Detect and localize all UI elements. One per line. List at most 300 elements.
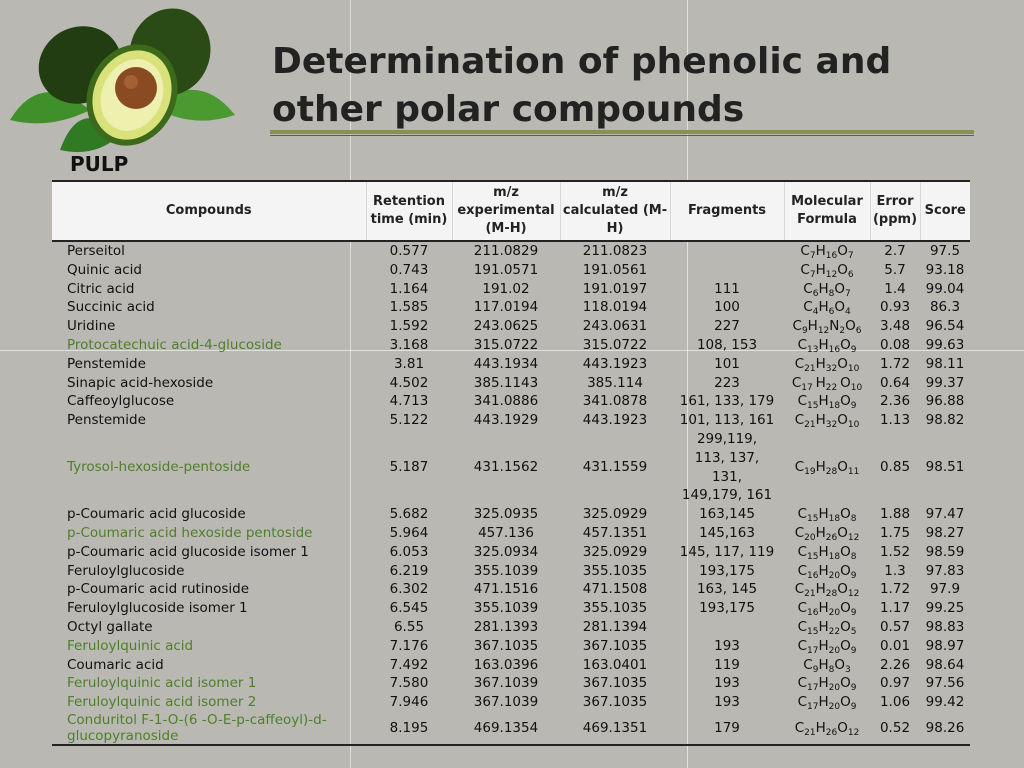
cell-fragments: 163,145 — [699, 506, 755, 523]
cell-molecular-formula — [784, 580, 870, 599]
cell-score: 99.37 — [925, 374, 965, 391]
formula-element: H — [815, 261, 826, 278]
formula-count: 6 — [828, 307, 835, 318]
cell-mz-experimental: 471.1516 — [473, 581, 539, 598]
cell-fragments: 179 — [670, 712, 784, 745]
table-row — [52, 562, 970, 581]
table-row — [52, 392, 970, 411]
formula-count: 17 — [807, 702, 819, 713]
cell-molecular-formula — [784, 374, 870, 393]
cell-mz-calculated: 385.114 — [587, 374, 643, 391]
cell-compound: p-Coumaric acid glucoside — [67, 506, 246, 523]
cell-molecular-formula — [784, 298, 870, 317]
formula-element: H — [818, 694, 829, 711]
cell-molecular-formula — [784, 241, 870, 261]
cell-molecular-formula — [784, 637, 870, 656]
formula-count: 28 — [825, 467, 838, 478]
cell-mz-calculated: 118.0194 — [582, 299, 648, 316]
cell-mz-experimental: 385.1143 — [473, 374, 539, 391]
cell-score: 97.9 — [929, 581, 961, 598]
cell-mz-experimental: 341.0886 — [473, 393, 539, 410]
cell-compound: Penstemide — [67, 412, 146, 429]
formula-count: 20 — [804, 532, 816, 543]
cell-mz-calculated: 469.1351 — [560, 712, 670, 745]
formula-element: H — [818, 506, 829, 523]
cell-score: 98.51 — [925, 459, 965, 476]
formula-element: H — [815, 719, 826, 736]
cell-compound: Penstemide — [67, 355, 146, 372]
avocado-image — [0, 0, 240, 160]
cell-fragments: 193,175 — [699, 600, 755, 617]
formula-element: O — [837, 459, 848, 476]
formula-count: 20 — [828, 645, 841, 656]
cell-error: 1.72 — [879, 355, 911, 372]
formula-element: O — [840, 336, 851, 353]
cell-compound: Perseitol — [67, 243, 125, 259]
cell-error: 1.72 — [879, 581, 911, 598]
formula-element: C — [791, 374, 802, 391]
formula-count: 15 — [807, 514, 819, 525]
cell-molecular-formula — [784, 336, 870, 355]
cell-score: 99.25 — [925, 600, 965, 617]
formula-count: 10 — [847, 363, 860, 374]
cell-molecular-formula — [784, 693, 870, 712]
formula-element: O — [840, 694, 851, 711]
cell-error: 0.52 — [870, 712, 920, 745]
formula-element: O — [840, 506, 851, 523]
header-error: Error (ppm) — [870, 181, 920, 241]
cell-compound: Coumaric acid — [67, 656, 164, 673]
cell-mz-calculated: 211.0823 — [582, 243, 648, 259]
cell-score: 98.64 — [925, 656, 965, 673]
formula-count: 16 — [807, 570, 819, 581]
formula-count: 9 — [850, 401, 857, 412]
cell-score: 98.82 — [925, 412, 965, 429]
formula-count: 12 — [817, 326, 830, 337]
table-row — [52, 599, 970, 618]
formula-count: 7 — [809, 269, 816, 280]
formula-element: O — [837, 243, 848, 259]
cell-mz-calculated: 243.0631 — [582, 318, 648, 335]
cell-retention-time: 6.053 — [389, 543, 429, 560]
formula-count: 12 — [847, 727, 860, 738]
cell-error: 2.36 — [879, 393, 911, 410]
formula-count: 17 — [807, 645, 819, 656]
cell-molecular-formula — [784, 280, 870, 299]
cell-mz-experimental: 355.1039 — [473, 600, 539, 617]
formula-count: 26 — [825, 532, 838, 543]
formula-element: O — [840, 675, 851, 692]
cell-mz-calculated: 443.1923 — [582, 412, 648, 429]
cell-mz-experimental: 243.0625 — [473, 318, 539, 335]
cell-fragments — [670, 618, 784, 637]
formula-count: 13 — [807, 344, 819, 355]
cell-molecular-formula — [784, 712, 870, 745]
table-row — [52, 298, 970, 317]
header-mz-experimental: m/z experimental (M-H) — [452, 181, 560, 241]
formula-element: H — [818, 656, 829, 673]
cell-retention-time: 1.164 — [389, 280, 429, 297]
section-label: PULP — [70, 152, 129, 176]
cell-fragments: 111 — [714, 280, 740, 297]
cell-error: 1.13 — [879, 412, 911, 429]
cell-error: 0.97 — [879, 675, 911, 692]
cell-compound: p-Coumaric acid hexoside pentoside — [67, 524, 313, 541]
cell-score: 99.63 — [925, 336, 965, 353]
formula-count: 8 — [828, 288, 835, 299]
cell-error: 2.7 — [884, 243, 906, 259]
cell-retention-time: 6.302 — [389, 581, 429, 598]
cell-fragments: 145,163 — [699, 524, 755, 541]
cell-fragments: 100 — [714, 299, 740, 316]
formula-element: C — [794, 524, 805, 541]
cell-fragments: 193,175 — [699, 562, 755, 579]
cell-mz-experimental: 315.0722 — [473, 336, 539, 353]
formula-element: O — [834, 656, 845, 673]
cell-molecular-formula — [784, 430, 870, 505]
cell-retention-time: 7.176 — [389, 637, 429, 654]
cell-retention-time: 5.122 — [389, 412, 429, 429]
formula-element: O — [834, 280, 845, 297]
formula-element: O — [837, 355, 848, 372]
formula-element: H — [818, 618, 829, 635]
cell-mz-experimental: 117.0194 — [473, 299, 539, 316]
cell-mz-experimental: 367.1035 — [473, 637, 539, 654]
formula-count: 22 — [828, 626, 841, 637]
cell-molecular-formula — [784, 618, 870, 637]
cell-score: 98.97 — [925, 637, 965, 654]
cell-mz-calculated: 471.1508 — [582, 581, 648, 598]
cell-score: 96.54 — [925, 318, 965, 335]
formula-count: 10 — [847, 420, 860, 431]
cell-score: 98.83 — [925, 618, 965, 635]
cell-error: 1.17 — [879, 600, 911, 617]
table-row — [52, 241, 970, 261]
formula-count: 15 — [807, 626, 819, 637]
cell-compound: Uridine — [67, 318, 116, 335]
formula-count: 20 — [828, 570, 841, 581]
cell-score: 97.5 — [929, 243, 961, 259]
cell-compound: p-Coumaric acid glucoside isomer 1 — [67, 543, 309, 560]
table-row — [52, 336, 970, 355]
formula-element: C — [803, 280, 813, 297]
formula-count: 9 — [812, 664, 819, 675]
cell-error: 0.85 — [879, 459, 911, 476]
cell-molecular-formula — [784, 656, 870, 675]
cell-molecular-formula — [784, 505, 870, 524]
cell-fragments: 108, 153 — [696, 336, 758, 353]
formula-count: 8 — [828, 664, 835, 675]
cell-mz-experimental: 443.1929 — [473, 412, 539, 429]
cell-error: 0.01 — [879, 637, 911, 654]
cell-retention-time: 8.195 — [366, 712, 452, 745]
formula-count: 9 — [801, 326, 808, 337]
formula-element: O — [837, 412, 848, 429]
formula-element: C — [794, 459, 805, 476]
formula-count: 16 — [807, 608, 819, 619]
formula-element: C — [794, 412, 805, 429]
cell-molecular-formula — [784, 355, 870, 374]
cell-molecular-formula — [784, 392, 870, 411]
cell-molecular-formula — [784, 599, 870, 618]
cell-mz-calculated: 355.1035 — [582, 562, 648, 579]
cell-mz-calculated: 457.1351 — [582, 524, 648, 541]
cell-mz-calculated: 281.1394 — [582, 618, 648, 635]
formula-count: 21 — [804, 420, 816, 431]
title-underline — [270, 130, 974, 134]
cell-fragments: 101 — [714, 355, 740, 372]
formula-element: C — [794, 581, 805, 598]
cell-fragments: 145, 117, 119 — [679, 543, 775, 560]
formula-count: 6 — [855, 326, 862, 337]
cell-error: 5.7 — [884, 261, 906, 278]
formula-count: 28 — [825, 589, 838, 600]
cell-molecular-formula — [784, 524, 870, 543]
cell-error: 0.57 — [879, 618, 911, 635]
cell-mz-calculated: 431.1559 — [582, 459, 648, 476]
table-row — [52, 712, 970, 745]
cell-mz-experimental: 443.1934 — [473, 355, 539, 372]
cell-retention-time: 7.946 — [389, 694, 429, 711]
cell-mz-experimental: 281.1393 — [473, 618, 539, 635]
cell-score: 99.04 — [925, 280, 965, 297]
formula-count: 11 — [847, 467, 860, 478]
formula-count: 9 — [850, 645, 857, 656]
formula-element: H — [818, 600, 829, 617]
formula-element: H — [815, 459, 826, 476]
cell-retention-time: 4.713 — [389, 393, 429, 410]
cell-error: 0.64 — [879, 374, 911, 391]
cell-mz-experimental: 431.1562 — [473, 459, 539, 476]
formula-element: C — [797, 543, 807, 560]
cell-mz-calculated: 367.1035 — [582, 675, 648, 692]
table-row — [52, 674, 970, 693]
cell-mz-calculated: 315.0722 — [582, 336, 648, 353]
cell-retention-time: 5.964 — [389, 524, 429, 541]
cell-retention-time: 6.55 — [393, 618, 425, 635]
cell-score: 97.83 — [925, 562, 965, 579]
formula-count: 19 — [804, 467, 816, 478]
cell-retention-time: 3.81 — [393, 355, 425, 372]
cell-molecular-formula — [784, 674, 870, 693]
cell-compound: Conduritol F-1-O-(6 -O-E-p-caffeoyl)-d-glucopyranoside — [52, 712, 366, 745]
formula-element: O — [837, 261, 848, 278]
formula-element: C — [803, 656, 813, 673]
cell-fragments: 161, 133, 179 — [679, 393, 775, 410]
cell-mz-experimental: 457.136 — [478, 524, 534, 541]
formula-element: H — [815, 355, 826, 372]
formula-element: H — [818, 393, 829, 410]
cell-score: 98.11 — [925, 355, 965, 372]
cell-fragments: 193 — [714, 637, 740, 654]
formula-count: 26 — [825, 727, 838, 738]
cell-retention-time: 1.592 — [389, 318, 429, 335]
formula-element: O — [840, 618, 851, 635]
formula-count: 4 — [812, 307, 819, 318]
formula-element: H — [818, 637, 829, 654]
formula-element: O — [840, 637, 851, 654]
header-mz-calculated: m/z calculated (M-H) — [560, 181, 670, 241]
formula-count: 32 — [825, 420, 838, 431]
cell-compound: Tyrosol-hexoside-pentoside — [67, 459, 251, 476]
header-score: Score — [920, 181, 970, 241]
cell-fragments: 119 — [714, 656, 740, 673]
formula-element: O — [837, 524, 848, 541]
cell-retention-time: 6.545 — [389, 600, 429, 617]
formula-element: C — [797, 336, 807, 353]
formula-count: 10 — [850, 382, 863, 393]
cell-fragments: 101, 113, 161 — [679, 412, 775, 429]
cell-mz-calculated: 443.1923 — [582, 355, 648, 372]
formula-element: H — [815, 412, 826, 429]
cell-compound: Sinapic acid-hexoside — [67, 374, 214, 391]
formula-element: H — [815, 243, 826, 259]
cell-fragments: 299,119, 113, 137, 131, 149,179, 161 — [681, 430, 773, 504]
formula-element: C — [797, 600, 807, 617]
formula-element: H — [818, 562, 829, 579]
table-row — [52, 693, 970, 712]
cell-fragments: 193 — [714, 694, 740, 711]
cell-mz-experimental: 191.0571 — [473, 261, 539, 278]
cell-retention-time: 7.580 — [389, 675, 429, 692]
cell-mz-calculated: 367.1035 — [582, 694, 648, 711]
cell-mz-experimental: 469.1354 — [452, 712, 560, 745]
cell-error: 1.52 — [879, 543, 911, 560]
formula-element: C — [792, 318, 802, 335]
table-row — [52, 580, 970, 599]
cell-retention-time: 4.502 — [389, 374, 429, 391]
formula-count: 9 — [850, 702, 857, 713]
formula-element: C — [797, 562, 807, 579]
cell-score: 96.88 — [925, 393, 965, 410]
header-fragments: Fragments — [670, 181, 784, 241]
formula-count: 12 — [847, 589, 860, 600]
cell-error: 1.4 — [884, 280, 906, 297]
formula-count: 32 — [825, 363, 838, 374]
formula-count: 18 — [828, 514, 841, 525]
formula-element: C — [794, 719, 805, 736]
formula-count: 20 — [828, 702, 841, 713]
cell-mz-calculated: 191.0197 — [582, 280, 648, 297]
cell-molecular-formula — [784, 562, 870, 581]
formula-count: 3 — [844, 664, 851, 675]
cell-compound: Quinic acid — [67, 261, 142, 278]
cell-score: 98.26 — [920, 712, 970, 745]
formula-element: C — [797, 393, 807, 410]
cell-score: 93.18 — [925, 261, 965, 278]
cell-retention-time: 0.577 — [389, 243, 429, 259]
formula-element: H — [807, 318, 818, 335]
cell-molecular-formula — [784, 317, 870, 336]
cell-mz-calculated: 325.0929 — [582, 506, 648, 523]
cell-compound: Feruloylquinic acid isomer 2 — [67, 694, 257, 711]
formula-count: 17 — [807, 683, 819, 694]
cell-mz-experimental: 163.0396 — [473, 656, 539, 673]
cell-score: 97.47 — [925, 506, 965, 523]
formula-element: H — [815, 524, 826, 541]
cell-retention-time: 7.492 — [389, 656, 429, 673]
cell-mz-experimental: 325.0935 — [473, 506, 539, 523]
formula-count: 8 — [850, 551, 857, 562]
table-row — [52, 411, 970, 430]
cell-retention-time: 1.585 — [389, 299, 429, 316]
formula-element: C — [797, 694, 807, 711]
formula-count: 17 — [801, 382, 816, 393]
formula-element: C — [797, 506, 807, 523]
cell-mz-experimental: 191.02 — [482, 280, 530, 297]
cell-retention-time: 0.743 — [389, 261, 429, 278]
cell-score: 97.56 — [925, 675, 965, 692]
formula-count: 7 — [847, 251, 854, 261]
formula-count: 15 — [807, 551, 819, 562]
cell-compound: Octyl gallate — [67, 618, 153, 635]
header-molecular-formula: Molecular Formula — [784, 181, 870, 241]
table-row — [52, 430, 970, 505]
formula-count: 16 — [828, 344, 841, 355]
cell-compound: Protocatechuic acid-4-glucoside — [67, 336, 282, 353]
formula-element: C — [797, 637, 807, 654]
cell-fragments — [670, 261, 784, 280]
formula-element: O — [840, 600, 851, 617]
cell-compound: Feruloylglucoside isomer 1 — [67, 600, 248, 617]
table-row — [52, 524, 970, 543]
compounds-table — [52, 180, 970, 746]
formula-element: H — [818, 336, 829, 353]
cell-compound: Caffeoylglucose — [67, 393, 175, 410]
cell-retention-time: 3.168 — [389, 336, 429, 353]
formula-count: 7 — [844, 288, 851, 299]
cell-error: 0.08 — [879, 336, 911, 353]
cell-compound: Citric acid — [67, 280, 135, 297]
formula-count: 8 — [850, 514, 857, 525]
formula-count: 5 — [850, 626, 857, 637]
formula-element: O — [840, 543, 851, 560]
formula-element: O — [837, 719, 848, 736]
formula-element: C — [803, 299, 813, 316]
formula-count: 22 — [825, 382, 841, 393]
cell-error: 0.93 — [879, 299, 911, 316]
table-row — [52, 280, 970, 299]
formula-element: C — [794, 355, 805, 372]
formula-count: 2 — [839, 326, 846, 337]
title-underline-shadow — [270, 135, 974, 136]
page-title: Determination of phenolic and other polar compounds — [272, 41, 892, 130]
formula-count: 20 — [828, 683, 841, 694]
formula-element: C — [800, 243, 810, 259]
cell-mz-calculated: 325.0929 — [582, 543, 648, 560]
formula-element: H — [815, 581, 826, 598]
formula-count: 20 — [828, 608, 841, 619]
cell-compound: Succinic acid — [67, 299, 155, 316]
cell-fragments: 227 — [714, 318, 740, 335]
formula-element: O — [840, 374, 851, 391]
cell-error: 2.26 — [879, 656, 911, 673]
formula-element: H — [818, 280, 829, 297]
formula-count: 9 — [850, 570, 857, 581]
cell-molecular-formula — [784, 543, 870, 562]
table-header-row — [52, 181, 970, 241]
formula-count: 18 — [828, 401, 841, 412]
cell-error: 3.48 — [879, 318, 911, 335]
formula-element: O — [837, 581, 848, 598]
cell-score: 98.27 — [925, 524, 965, 541]
table-row — [52, 618, 970, 637]
table-row — [52, 355, 970, 374]
cell-error: 1.75 — [879, 524, 911, 541]
cell-fragments: 163, 145 — [696, 581, 758, 598]
header-retention-time: Retention time (min) — [366, 181, 452, 241]
cell-fragments — [670, 241, 784, 261]
